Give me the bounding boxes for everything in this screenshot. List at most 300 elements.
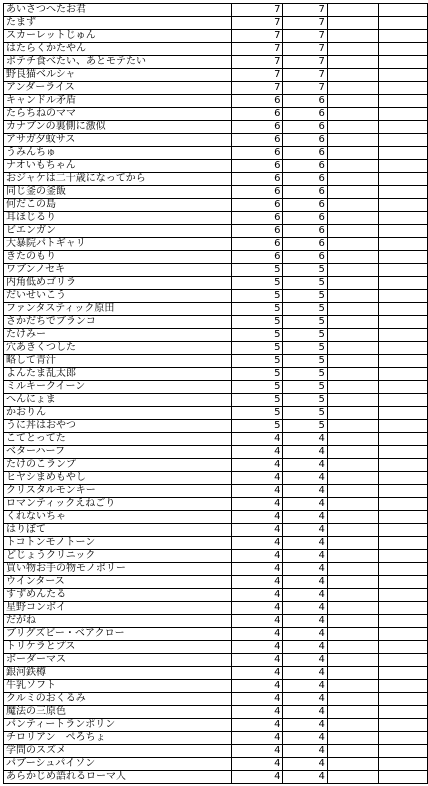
table-row <box>4 277 428 290</box>
empty-cell <box>378 121 427 134</box>
table-row <box>4 745 428 758</box>
score-cell-1: 6 <box>231 173 283 186</box>
score-cell-1: 4 <box>231 472 283 485</box>
empty-cell <box>327 693 378 706</box>
score-cell-2: 4 <box>283 511 327 524</box>
empty-cell <box>327 160 378 173</box>
name-cell: キャンドル矛盾 <box>4 95 232 108</box>
name-cell: 学問のスズメ <box>4 745 232 758</box>
empty-cell <box>378 381 427 394</box>
name-cell: ブリグズビー・ベアクロー <box>4 628 232 641</box>
score-cell-1: 5 <box>231 394 283 407</box>
empty-cell <box>327 17 378 30</box>
empty-cell <box>327 615 378 628</box>
empty-cell <box>327 381 378 394</box>
empty-cell <box>327 173 378 186</box>
empty-cell <box>378 225 427 238</box>
score-cell-2: 5 <box>283 316 327 329</box>
table-row <box>4 30 428 43</box>
empty-cell <box>378 511 427 524</box>
empty-cell <box>327 4 378 17</box>
empty-cell <box>378 680 427 693</box>
empty-cell <box>327 56 378 69</box>
empty-cell <box>378 342 427 355</box>
empty-cell <box>327 667 378 680</box>
empty-cell <box>327 264 378 277</box>
empty-cell <box>378 745 427 758</box>
empty-cell <box>327 472 378 485</box>
name-cell: たけみー <box>4 329 232 342</box>
score-cell-1: 5 <box>231 407 283 420</box>
name-cell: ミルキークイーン <box>4 381 232 394</box>
table-row <box>4 238 428 251</box>
score-cell-1: 6 <box>231 147 283 160</box>
empty-cell <box>327 771 378 784</box>
empty-cell <box>378 524 427 537</box>
empty-cell <box>327 238 378 251</box>
table-row <box>4 446 428 459</box>
name-cell: チロリアン ぺろちょ <box>4 732 232 745</box>
score-cell-1: 4 <box>231 771 283 784</box>
score-cell-2: 6 <box>283 238 327 251</box>
score-cell-1: 5 <box>231 277 283 290</box>
table-row <box>4 264 428 277</box>
name-cell: ナオいもちゃん <box>4 160 232 173</box>
table-row <box>4 485 428 498</box>
empty-cell <box>327 394 378 407</box>
score-cell-2: 7 <box>283 56 327 69</box>
score-cell-2: 4 <box>283 576 327 589</box>
score-cell-1: 5 <box>231 303 283 316</box>
empty-cell <box>327 212 378 225</box>
empty-cell <box>327 30 378 43</box>
score-cell-1: 4 <box>231 485 283 498</box>
empty-cell <box>378 4 427 17</box>
table-row <box>4 563 428 576</box>
empty-cell <box>327 342 378 355</box>
score-cell-2: 6 <box>283 147 327 160</box>
score-cell-1: 4 <box>231 654 283 667</box>
score-cell-2: 6 <box>283 95 327 108</box>
empty-cell <box>327 186 378 199</box>
table-row <box>4 589 428 602</box>
empty-cell <box>378 602 427 615</box>
ranking-table <box>3 3 428 784</box>
score-cell-2: 4 <box>283 641 327 654</box>
table-row <box>4 719 428 732</box>
name-cell: 星野コンボイ <box>4 602 232 615</box>
score-cell-2: 4 <box>283 537 327 550</box>
score-cell-1: 7 <box>231 56 283 69</box>
empty-cell <box>378 446 427 459</box>
table-row <box>4 290 428 303</box>
score-cell-2: 7 <box>283 69 327 82</box>
empty-cell <box>378 459 427 472</box>
table-row <box>4 641 428 654</box>
score-cell-2: 4 <box>283 680 327 693</box>
name-cell: アンダーライス <box>4 82 232 95</box>
table-row <box>4 173 428 186</box>
empty-cell <box>327 95 378 108</box>
empty-cell <box>378 719 427 732</box>
name-cell: パブーシュパイソン <box>4 758 232 771</box>
score-cell-2: 4 <box>283 485 327 498</box>
name-cell: ウインタース <box>4 576 232 589</box>
name-cell: 耳ほじるり <box>4 212 232 225</box>
score-cell-1: 7 <box>231 82 283 95</box>
table-row <box>4 381 428 394</box>
name-cell: かおりん <box>4 407 232 420</box>
score-cell-2: 5 <box>283 407 327 420</box>
table-row <box>4 329 428 342</box>
table-row <box>4 654 428 667</box>
score-cell-1: 7 <box>231 17 283 30</box>
name-cell: きたのもり <box>4 251 232 264</box>
empty-cell <box>327 420 378 433</box>
name-cell: あらかじめ語れるローマ人 <box>4 771 232 784</box>
empty-cell <box>378 771 427 784</box>
table-row <box>4 316 428 329</box>
score-cell-1: 4 <box>231 446 283 459</box>
name-cell: 銀河鉄樽 <box>4 667 232 680</box>
table-row <box>4 134 428 147</box>
table-row <box>4 680 428 693</box>
score-cell-2: 4 <box>283 459 327 472</box>
empty-cell <box>327 498 378 511</box>
score-cell-2: 6 <box>283 186 327 199</box>
table-body <box>4 4 428 784</box>
empty-cell <box>327 147 378 160</box>
table-row <box>4 199 428 212</box>
table-row <box>4 251 428 264</box>
empty-cell <box>378 303 427 316</box>
table-row <box>4 186 428 199</box>
table-row <box>4 368 428 381</box>
empty-cell <box>327 719 378 732</box>
empty-cell <box>327 511 378 524</box>
score-cell-2: 5 <box>283 290 327 303</box>
table-row <box>4 225 428 238</box>
score-cell-1: 5 <box>231 420 283 433</box>
score-cell-2: 7 <box>283 30 327 43</box>
name-cell: 略して青汁 <box>4 355 232 368</box>
score-cell-1: 4 <box>231 459 283 472</box>
score-cell-2: 4 <box>283 654 327 667</box>
score-cell-1: 4 <box>231 615 283 628</box>
score-cell-2: 4 <box>283 615 327 628</box>
name-cell: 何だこの島 <box>4 199 232 212</box>
table-row <box>4 524 428 537</box>
score-cell-1: 5 <box>231 381 283 394</box>
empty-cell <box>378 56 427 69</box>
empty-cell <box>327 758 378 771</box>
name-cell: ビエンガン <box>4 225 232 238</box>
score-cell-2: 6 <box>283 134 327 147</box>
empty-cell <box>378 420 427 433</box>
empty-cell <box>378 43 427 56</box>
empty-cell <box>378 160 427 173</box>
name-cell: ロマンティックえねごり <box>4 498 232 511</box>
score-cell-1: 6 <box>231 199 283 212</box>
score-cell-1: 7 <box>231 4 283 17</box>
table-row <box>4 615 428 628</box>
table-row <box>4 95 428 108</box>
name-cell: アサガ夕蚊サス <box>4 134 232 147</box>
score-cell-1: 6 <box>231 238 283 251</box>
table-row <box>4 69 428 82</box>
name-cell: ベターハーフ <box>4 446 232 459</box>
score-cell-1: 6 <box>231 251 283 264</box>
score-cell-1: 4 <box>231 550 283 563</box>
empty-cell <box>327 368 378 381</box>
table-row <box>4 706 428 719</box>
score-cell-1: 4 <box>231 628 283 641</box>
score-cell-2: 5 <box>283 381 327 394</box>
score-cell-1: 4 <box>231 641 283 654</box>
table-row <box>4 147 428 160</box>
empty-cell <box>378 212 427 225</box>
score-cell-1: 7 <box>231 43 283 56</box>
empty-cell <box>378 17 427 30</box>
empty-cell <box>327 446 378 459</box>
empty-cell <box>327 563 378 576</box>
score-cell-2: 4 <box>283 550 327 563</box>
name-cell: 大暴院パトギャリ <box>4 238 232 251</box>
empty-cell <box>378 394 427 407</box>
score-cell-1: 5 <box>231 316 283 329</box>
score-cell-2: 5 <box>283 355 327 368</box>
name-cell: クルミのおくるみ <box>4 693 232 706</box>
score-cell-1: 6 <box>231 160 283 173</box>
empty-cell <box>378 82 427 95</box>
score-cell-1: 4 <box>231 745 283 758</box>
table-row <box>4 550 428 563</box>
table-row <box>4 43 428 56</box>
score-cell-1: 6 <box>231 134 283 147</box>
score-cell-2: 4 <box>283 524 327 537</box>
table-row <box>4 511 428 524</box>
table-row <box>4 693 428 706</box>
name-cell: はりぼて <box>4 524 232 537</box>
name-cell: だがね <box>4 615 232 628</box>
empty-cell <box>378 693 427 706</box>
empty-cell <box>378 472 427 485</box>
empty-cell <box>378 550 427 563</box>
name-cell: はたらくかたやん <box>4 43 232 56</box>
empty-cell <box>327 251 378 264</box>
empty-cell <box>378 628 427 641</box>
empty-cell <box>327 433 378 446</box>
empty-cell <box>378 199 427 212</box>
empty-cell <box>378 30 427 43</box>
name-cell: トコトンモノトーン <box>4 537 232 550</box>
empty-cell <box>378 290 427 303</box>
score-cell-2: 4 <box>283 719 327 732</box>
empty-cell <box>327 199 378 212</box>
table-row <box>4 108 428 121</box>
score-cell-1: 5 <box>231 368 283 381</box>
score-cell-2: 4 <box>283 563 327 576</box>
empty-cell <box>327 459 378 472</box>
empty-cell <box>378 576 427 589</box>
empty-cell <box>327 628 378 641</box>
table-row <box>4 82 428 95</box>
empty-cell <box>327 329 378 342</box>
table-row <box>4 355 428 368</box>
empty-cell <box>378 329 427 342</box>
score-cell-1: 5 <box>231 290 283 303</box>
empty-cell <box>327 654 378 667</box>
name-cell: よんたま乱太郎 <box>4 368 232 381</box>
table-row <box>4 602 428 615</box>
empty-cell <box>327 537 378 550</box>
score-cell-1: 6 <box>231 95 283 108</box>
name-cell: ワブンノセキ <box>4 264 232 277</box>
score-cell-2: 5 <box>283 303 327 316</box>
score-cell-1: 4 <box>231 667 283 680</box>
score-cell-2: 6 <box>283 160 327 173</box>
empty-cell <box>378 173 427 186</box>
empty-cell <box>378 732 427 745</box>
name-cell: 買い物お手の物モノポリー <box>4 563 232 576</box>
name-cell: あいさつへたお君 <box>4 4 232 17</box>
empty-cell <box>378 654 427 667</box>
score-cell-2: 4 <box>283 706 327 719</box>
name-cell: こてとってた <box>4 433 232 446</box>
score-cell-2: 5 <box>283 342 327 355</box>
table-row <box>4 459 428 472</box>
name-cell: カナブンの裏側に激似 <box>4 121 232 134</box>
empty-cell <box>378 615 427 628</box>
score-cell-1: 5 <box>231 355 283 368</box>
score-cell-1: 4 <box>231 602 283 615</box>
empty-cell <box>378 95 427 108</box>
score-cell-2: 4 <box>283 667 327 680</box>
name-cell: どじょうクリニック <box>4 550 232 563</box>
score-cell-1: 4 <box>231 433 283 446</box>
name-cell: 魔法の三原色 <box>4 706 232 719</box>
score-cell-2: 4 <box>283 446 327 459</box>
score-cell-2: 4 <box>283 758 327 771</box>
score-cell-1: 4 <box>231 732 283 745</box>
name-cell: クリスタルモンキー <box>4 485 232 498</box>
name-cell: 内角低めゴリラ <box>4 277 232 290</box>
empty-cell <box>327 524 378 537</box>
empty-cell <box>378 147 427 160</box>
score-cell-1: 4 <box>231 758 283 771</box>
table-row <box>4 212 428 225</box>
table-row <box>4 17 428 30</box>
empty-cell <box>378 407 427 420</box>
score-cell-2: 6 <box>283 225 327 238</box>
empty-cell <box>378 537 427 550</box>
name-cell: たらちねのママ <box>4 108 232 121</box>
empty-cell <box>378 641 427 654</box>
score-cell-1: 4 <box>231 511 283 524</box>
score-cell-2: 6 <box>283 173 327 186</box>
empty-cell <box>378 251 427 264</box>
table-row <box>4 394 428 407</box>
table-row <box>4 56 428 69</box>
name-cell: うに丼はおやつ <box>4 420 232 433</box>
score-cell-1: 4 <box>231 524 283 537</box>
empty-cell <box>378 433 427 446</box>
name-cell: たまず <box>4 17 232 30</box>
score-cell-2: 7 <box>283 82 327 95</box>
score-cell-2: 6 <box>283 108 327 121</box>
score-cell-2: 5 <box>283 368 327 381</box>
table-row <box>4 667 428 680</box>
score-cell-2: 4 <box>283 472 327 485</box>
score-cell-2: 7 <box>283 43 327 56</box>
name-cell: 牛乳ソフト <box>4 680 232 693</box>
table-row <box>4 628 428 641</box>
score-cell-2: 5 <box>283 277 327 290</box>
score-cell-2: 4 <box>283 433 327 446</box>
empty-cell <box>378 108 427 121</box>
empty-cell <box>378 316 427 329</box>
empty-cell <box>378 758 427 771</box>
table-row <box>4 342 428 355</box>
table-row <box>4 420 428 433</box>
empty-cell <box>327 355 378 368</box>
score-cell-1: 6 <box>231 108 283 121</box>
empty-cell <box>327 82 378 95</box>
empty-cell <box>378 706 427 719</box>
empty-cell <box>327 121 378 134</box>
empty-cell <box>378 238 427 251</box>
name-cell: ヒヤシまめもやし <box>4 472 232 485</box>
score-cell-1: 6 <box>231 225 283 238</box>
name-cell: うみんちゅ <box>4 147 232 160</box>
score-cell-2: 6 <box>283 199 327 212</box>
table-row <box>4 758 428 771</box>
empty-cell <box>327 745 378 758</box>
name-cell: くれないちゃ <box>4 511 232 524</box>
score-cell-2: 4 <box>283 602 327 615</box>
score-cell-2: 4 <box>283 589 327 602</box>
empty-cell <box>327 641 378 654</box>
empty-cell <box>378 134 427 147</box>
name-cell: スカーレットじゅん <box>4 30 232 43</box>
name-cell: パンティートランポリン <box>4 719 232 732</box>
empty-cell <box>327 303 378 316</box>
score-cell-1: 5 <box>231 342 283 355</box>
score-cell-2: 4 <box>283 745 327 758</box>
table-row <box>4 537 428 550</box>
score-cell-2: 6 <box>283 121 327 134</box>
score-cell-1: 6 <box>231 121 283 134</box>
table-row <box>4 407 428 420</box>
empty-cell <box>327 277 378 290</box>
score-cell-1: 4 <box>231 693 283 706</box>
score-cell-1: 6 <box>231 186 283 199</box>
score-cell-1: 4 <box>231 680 283 693</box>
empty-cell <box>327 732 378 745</box>
score-cell-1: 4 <box>231 706 283 719</box>
table-row <box>4 732 428 745</box>
empty-cell <box>327 69 378 82</box>
score-cell-1: 7 <box>231 30 283 43</box>
name-cell: ポテチ食べたい、あとモテたい <box>4 56 232 69</box>
name-cell: たけのこランプ <box>4 459 232 472</box>
table-row <box>4 160 428 173</box>
empty-cell <box>378 485 427 498</box>
table-row <box>4 303 428 316</box>
score-cell-1: 4 <box>231 563 283 576</box>
score-cell-2: 5 <box>283 264 327 277</box>
score-cell-1: 6 <box>231 212 283 225</box>
